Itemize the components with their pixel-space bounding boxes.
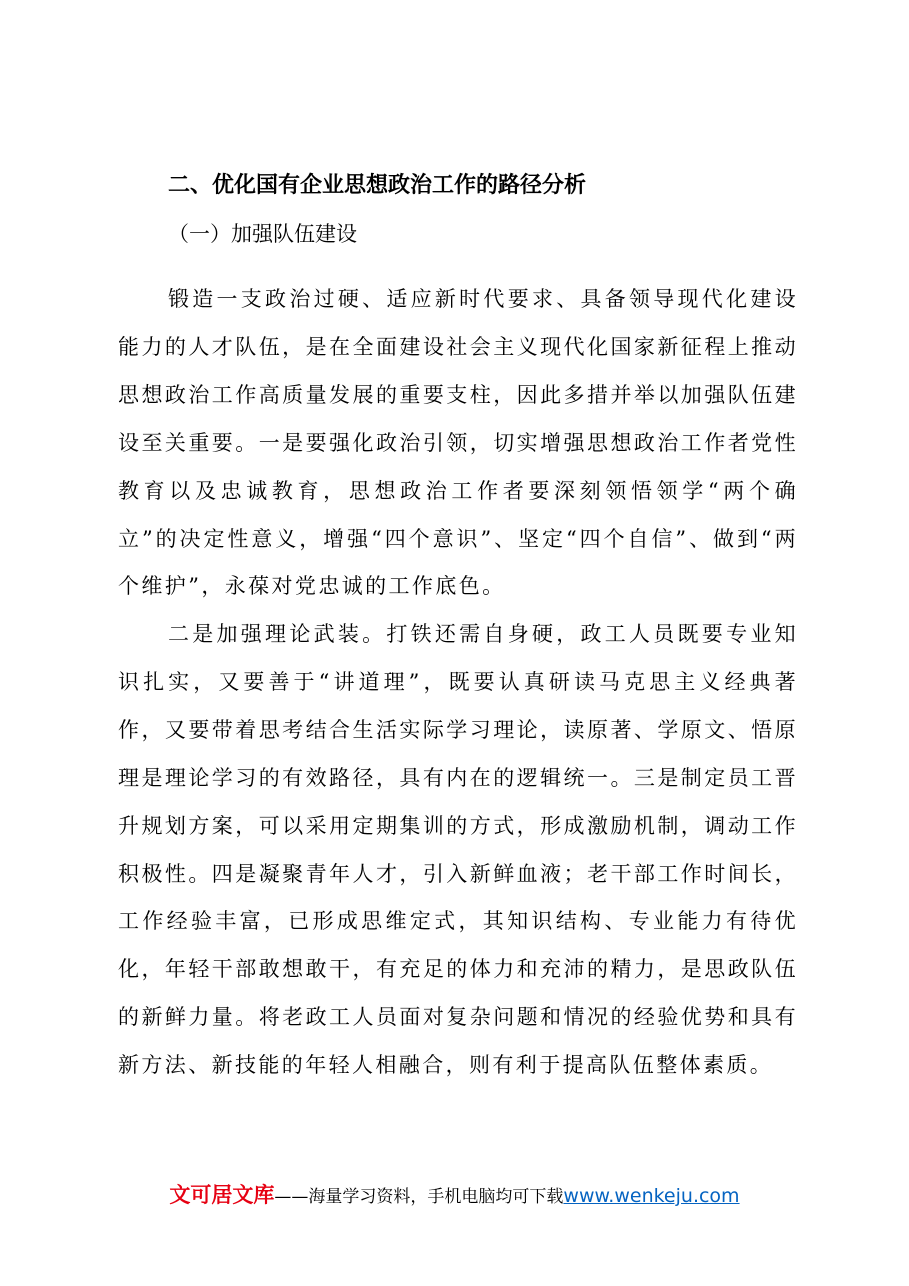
footer-brand: 文可居文库 bbox=[169, 1183, 275, 1207]
section-heading: 二、优化国有企业思想政治工作的路径分析 bbox=[168, 173, 587, 198]
subsection-heading: （一）加强队伍建设 bbox=[168, 222, 357, 246]
footer-tagline: ——海量学习资料，手机电脑均可下载 bbox=[274, 1187, 564, 1207]
footer-url-link[interactable]: www.wenkeju.com bbox=[563, 1185, 740, 1207]
body-paragraph-1: 锻造一支政治过硬、适应新时代要求、具备领导现代化建设能力的人才队伍，是在全面建设社会主义现代化国家新征程上推动思想政治工作高质量发展的重要支柱，因此多措并举以加强队伍建设至关重要。一是要强化政治引领，切实增强思想政治工作者党性教育以及忠诚教育，思想政治工作者要深刻领悟领学“两个确立”的决定性意义，增强“四个意识”、坚定“四个自信”、做到“两个维护”，永葆对党忠诚的工作底色。 bbox=[118, 287, 798, 599]
body-paragraph-2: 二是加强理论武装。打铁还需自身硬，政工人员既要专业知识扎实，又要善于“讲道理”，既要认真研读马克思主义经典著作，又要带着思考结合生活实际学习理论，读原著、学原文、悟原理是理论学习的有效路径，具有内在的逻辑统一。三是制定员工晋升规划方案，可以采用定期集训的方式，形成激励机制，调动工作积极性。四是凝聚青年人才，引入新鲜血液；老干部工作时间长，工作经验丰富，已形成思维定式，其知识结构、专业能力有待优化，年轻干部敢想敢干，有充足的体力和充沛的精力，是思政队伍的新鲜力量。将老政工人员面对复杂问题和情况的经验优势和具有新方法、新技能的年轻人相融合，则有利于提高队伍整体素质。 bbox=[118, 622, 798, 1078]
footer-banner bbox=[0, 1180, 909, 1212]
